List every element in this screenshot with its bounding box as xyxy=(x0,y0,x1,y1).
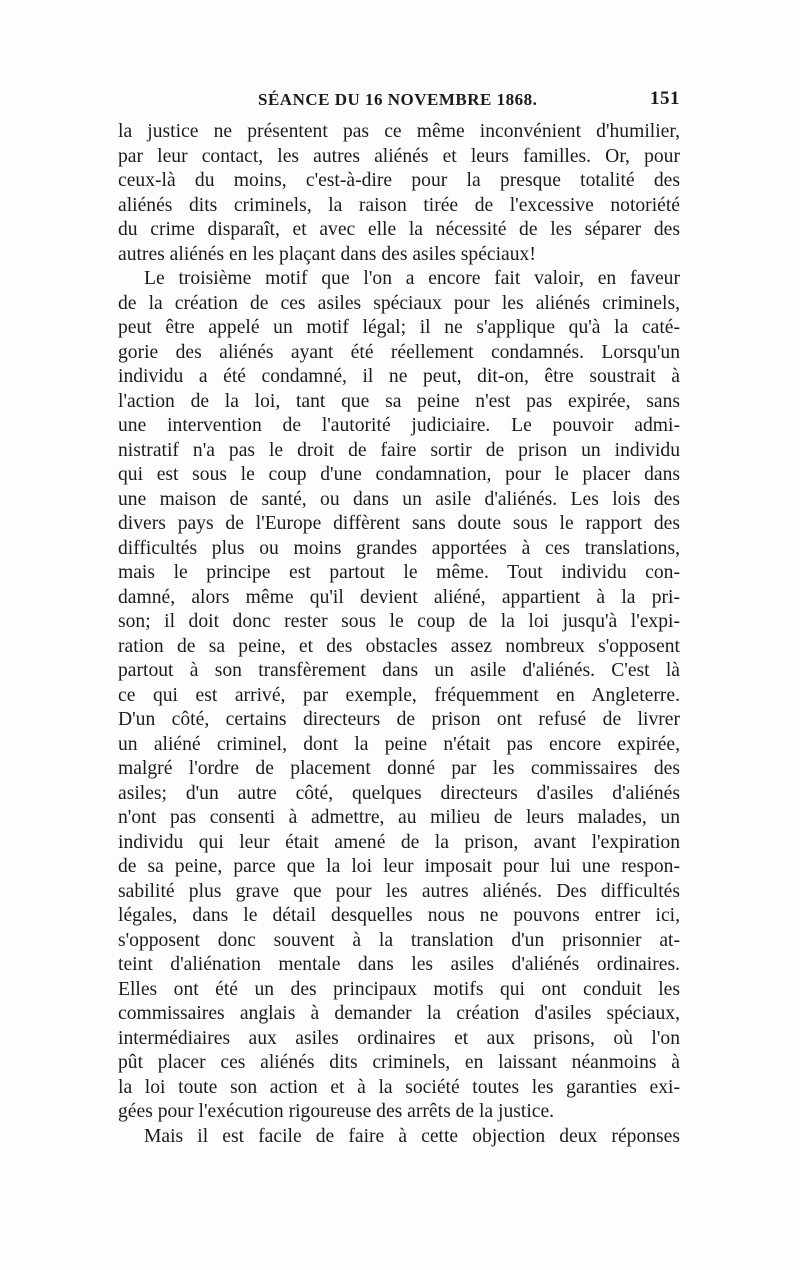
text-line: légales, dans le détail desquelles nous ne pouvons entrer ici, xyxy=(118,905,680,926)
text-line: une maison de santé, ou dans un asile d'aliénés. Les lois des xyxy=(118,488,680,510)
text-line: gorie des aliénés ayant été réellement condamnés. Lorsqu'un xyxy=(118,341,680,363)
text-line: individu a été condamné, il ne peut, dit-on, être soustrait à xyxy=(118,366,680,387)
text-line: commissaires anglais à demander la création d'asiles spéciaux, xyxy=(118,1003,680,1024)
text-line: peut être appelé un motif légal; il ne s'applique qu'à la caté- xyxy=(118,317,680,338)
text-line: difficultés plus ou moins grandes apportées à ces translations, xyxy=(118,537,680,559)
text-line: autres aliénés en les plaçant dans des asiles spéciaux! xyxy=(118,243,536,265)
paragraph xyxy=(118,1125,680,1150)
text-line: Elles ont été un des principaux motifs qui ont conduit les xyxy=(118,978,680,1000)
text-line: teint d'aliénation mentale dans les asiles d'aliénés ordinaires. xyxy=(118,954,680,975)
text-line: sabilité plus grave que pour les autres aliénés. Des difficultés xyxy=(118,880,680,902)
text-line: ce qui est arrivé, par exemple, fréquemment en Angleterre. xyxy=(118,684,680,706)
text-line: partout à son transfèrement dans un asile d'aliénés. C'est là xyxy=(118,660,680,681)
text-line: de sa peine, parce que la loi leur imposait pour lui une respon- xyxy=(118,856,680,877)
text-line: n'ont pas consenti à admettre, au milieu de leurs malades, un xyxy=(118,807,680,828)
text-line: un aliéné criminel, dont la peine n'était pas encore expirée, xyxy=(118,733,680,755)
text-line: son; il doit donc rester sous le coup de la loi jusqu'à l'expi- xyxy=(118,611,680,632)
text-line: du crime disparaît, et avec elle la nécessité de les séparer des xyxy=(118,219,680,240)
running-head xyxy=(118,86,680,120)
page-number: 151 xyxy=(650,88,680,109)
text-line: malgré l'ordre de placement donné par les commissaires des xyxy=(118,758,680,779)
text-line: Le troisième motif que l'on a encore fait valoir, en faveur xyxy=(144,268,680,289)
text-line: aliénés dits criminels, la raison tirée de l'excessive notoriété xyxy=(118,194,680,216)
text-line: l'action de la loi, tant que sa peine n'est pas expirée, sans xyxy=(118,390,680,412)
text-line: la loi toute son action et à la société toutes les garanties exi- xyxy=(118,1076,680,1098)
text-line: ration de sa peine, et des obstacles assez nombreux s'opposent xyxy=(118,635,680,657)
text-line: individu qui leur était amené de la prison, avant l'expiration xyxy=(118,831,680,853)
text-line: une intervention de l'autorité judiciaire. Le pouvoir admi- xyxy=(118,415,680,436)
text-line: par leur contact, les autres aliénés et leurs familles. Or, pour xyxy=(118,145,680,167)
text-line: damné, alors même qu'il devient aliéné, appartient à la pri- xyxy=(118,586,680,608)
text-line: asiles; d'un autre côté, quelques directeurs d'asiles d'aliénés xyxy=(118,782,680,804)
text-line: la justice ne présentent pas ce même inconvénient d'humilier, xyxy=(118,121,680,142)
body-text xyxy=(118,120,680,1149)
text-line: s'opposent donc souvent à la translation d'un prisonnier at- xyxy=(118,929,680,951)
text-line: gées pour l'exécution rigoureuse des arrêts de la justice. xyxy=(118,1101,555,1122)
text-line: nistratif n'a pas le droit de faire sortir de prison un individu xyxy=(118,439,680,461)
running-head-title: SÉANCE DU 16 NOVEMBRE 1868. xyxy=(258,90,538,109)
text-line: D'un côté, certains directeurs de prison ont refusé de livrer xyxy=(118,709,680,730)
text-line: pût placer ces aliénés dits criminels, en laissant néanmoins à xyxy=(118,1052,680,1073)
text-line: ceux-là du moins, c'est-à-dire pour la presque totalité des xyxy=(118,170,680,191)
text-line: intermédiaires aux asiles ordinaires et aux prisons, où l'on xyxy=(118,1027,680,1049)
text-line: mais le principe est partout le même. Tout individu con- xyxy=(118,562,680,583)
text-line: de la création de ces asiles spéciaux pour les aliénés criminels, xyxy=(118,292,680,314)
text-line: divers pays de l'Europe diffèrent sans doute sous le rapport des xyxy=(118,513,680,534)
paragraph xyxy=(118,267,680,1125)
text-line: qui est sous le coup d'une condamnation, pour le placer dans xyxy=(118,464,680,485)
paragraph xyxy=(118,120,680,267)
text-line: Mais il est facile de faire à cette objection deux réponses xyxy=(144,1125,680,1147)
book-page xyxy=(118,86,680,1149)
